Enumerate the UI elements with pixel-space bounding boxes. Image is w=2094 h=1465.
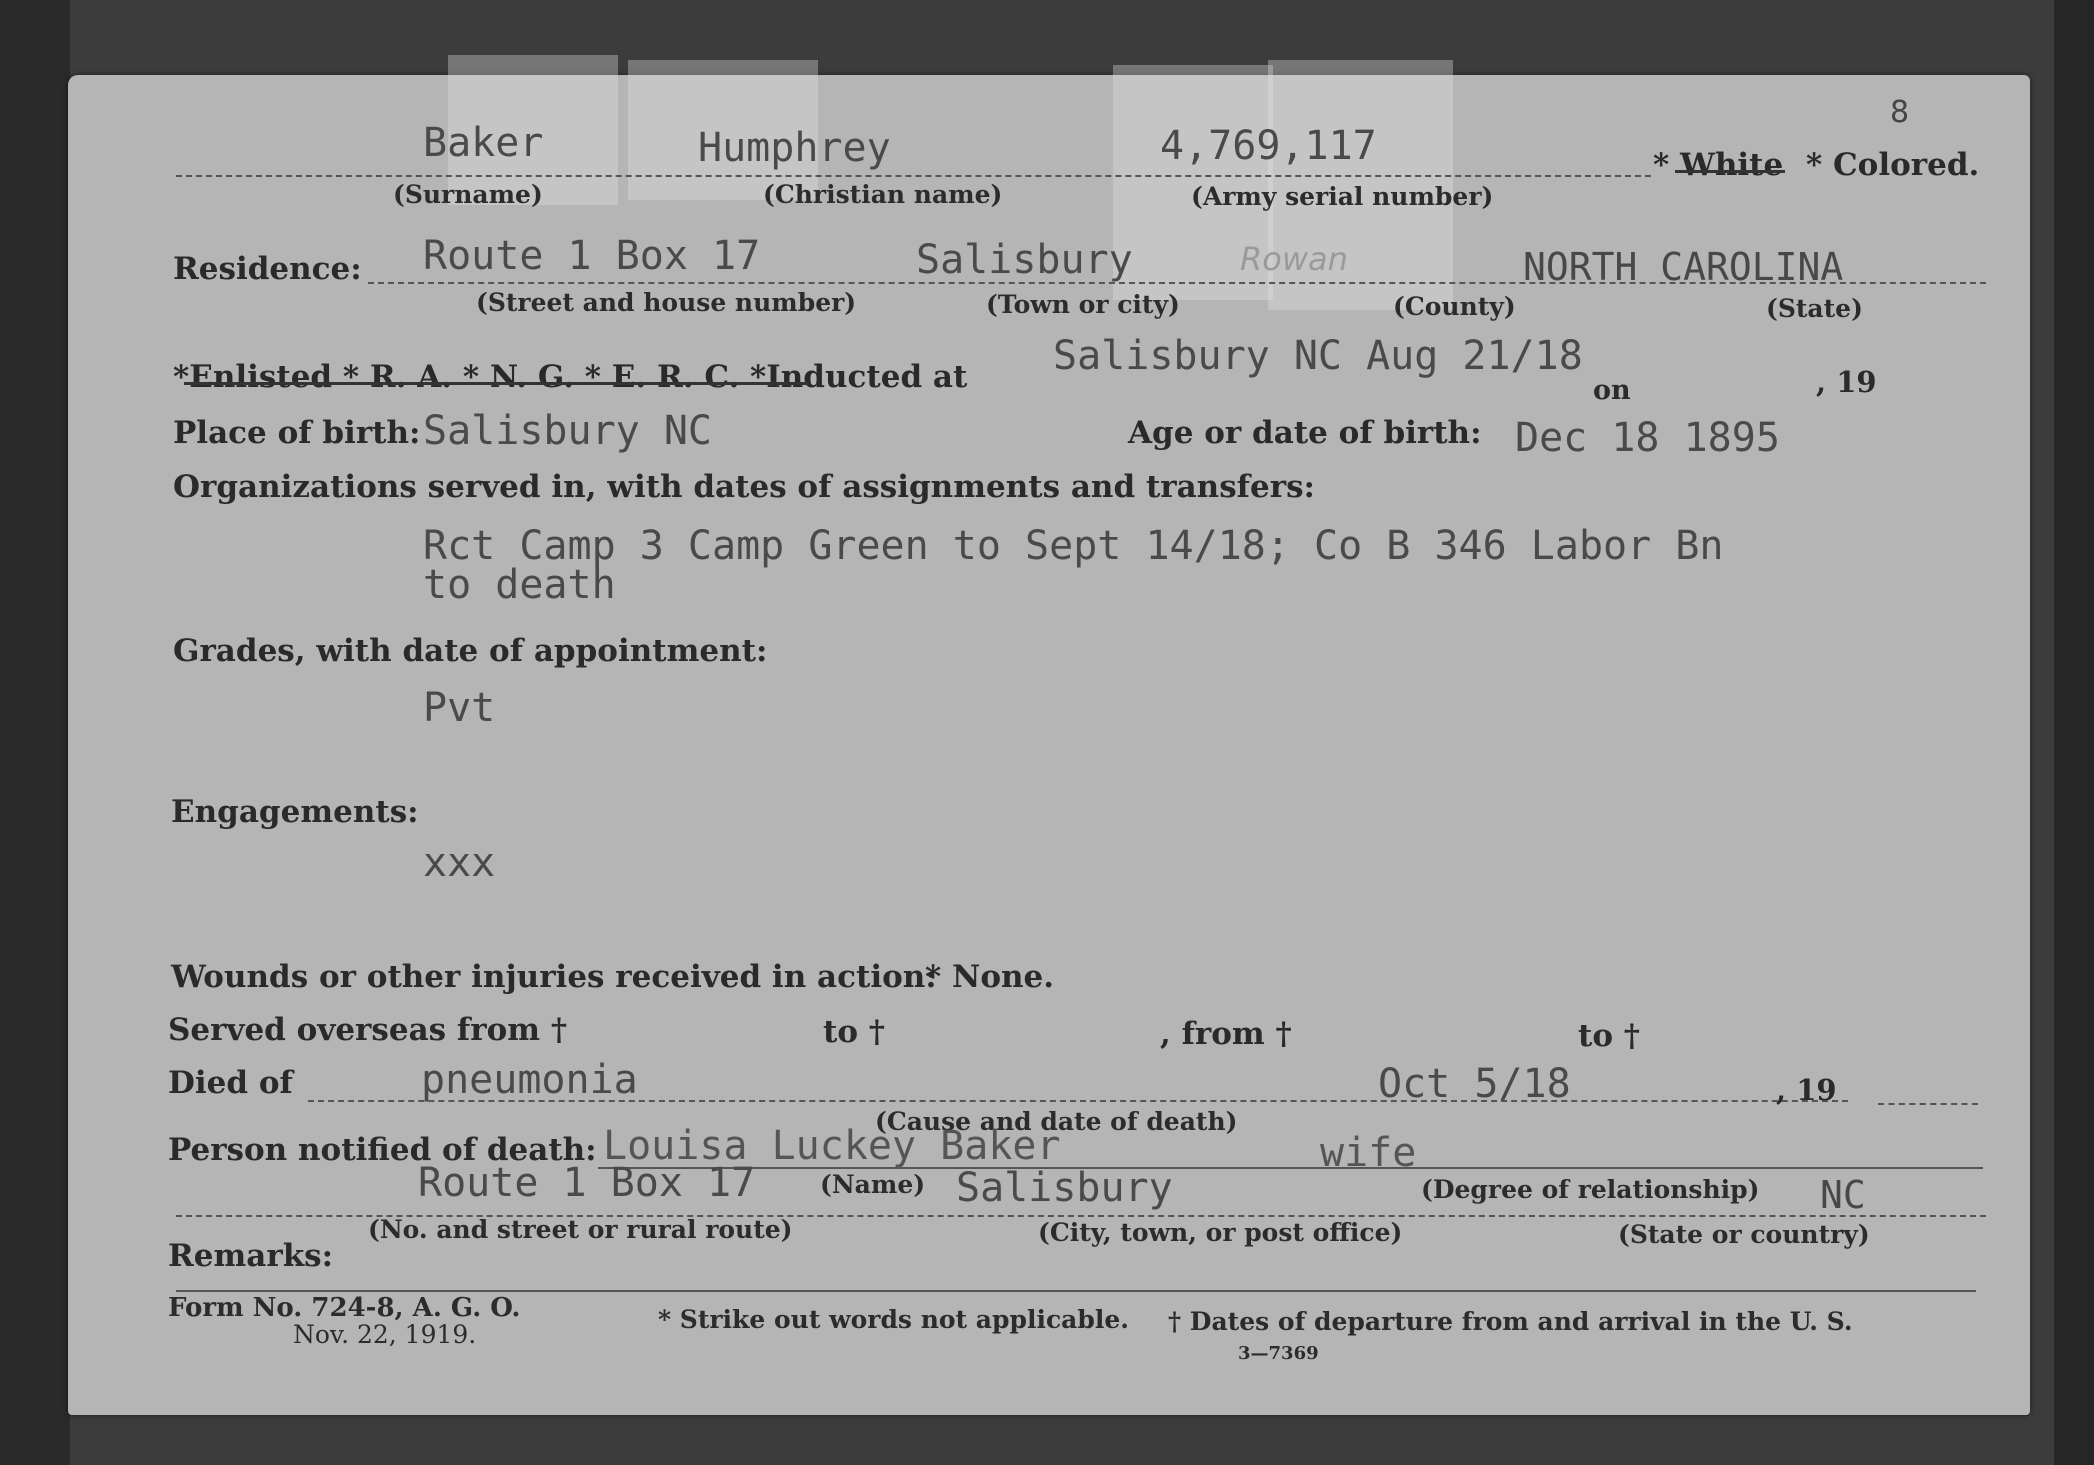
notified-relationship-value: wife: [1320, 1130, 1417, 1176]
notified-name-caption: (Name): [820, 1170, 926, 1199]
form-number: Form No. 724-8, A. G. O.: [168, 1293, 521, 1323]
death-cause-value: pneumonia: [421, 1057, 638, 1103]
death-caption: (Cause and date of death): [875, 1107, 1238, 1136]
overseas-served-label: Served overseas from †: [168, 1012, 568, 1048]
overseas-to-1: to †: [823, 1014, 885, 1050]
induction-strike: [184, 382, 809, 385]
remarks-line: [176, 1290, 1976, 1292]
residence-street-value: Route 1 Box 17: [423, 233, 761, 279]
residence-state-value: NORTH CAROLINA: [1523, 245, 1844, 289]
organizations-line2: to death: [423, 562, 616, 608]
identity-line: [176, 175, 1651, 177]
street-route-caption: (No. and street or rural route): [368, 1215, 793, 1244]
county-caption: (County): [1393, 292, 1516, 321]
serial-number-value: 4,769,117: [1160, 123, 1377, 169]
white-option: * White: [1653, 147, 1784, 183]
corner-mark: 8: [1890, 95, 1910, 130]
notified-state-value: NC: [1820, 1173, 1866, 1217]
remarks-label: Remarks:: [168, 1238, 334, 1274]
grades-label: Grades, with date of appointment:: [173, 633, 768, 669]
service-record-card: [68, 75, 2030, 1415]
scan-background-left: [0, 0, 70, 1465]
engagements-label: Engagements:: [171, 794, 419, 830]
death-date-value: Oct 5/18: [1378, 1061, 1571, 1107]
birth-place-value: Salisbury NC: [423, 408, 712, 454]
print-code: 3—7369: [1238, 1343, 1319, 1364]
induction-label: *Enlisted * R. A. * N. G. * E. R. C. *Inducted at: [173, 359, 968, 395]
form-date: Nov. 22, 1919.: [293, 1320, 477, 1349]
residence-label: Residence:: [173, 251, 362, 287]
grades-value: Pvt: [423, 685, 496, 731]
overseas-from-2: , from †: [1160, 1016, 1292, 1052]
notified-name-value: Louisa Luckey Baker: [603, 1123, 1061, 1169]
state-caption: (State): [1766, 294, 1863, 323]
white-strike: [1675, 170, 1785, 173]
birth-place-label: Place of birth:: [173, 415, 421, 451]
residence-town-value: Salisbury: [916, 237, 1133, 283]
relationship-caption: (Degree of relationship): [1421, 1175, 1760, 1204]
overseas-to-2: to †: [1578, 1018, 1640, 1054]
surname-caption: (Surname): [393, 180, 543, 209]
induction-place-date-value: Salisbury NC Aug 21/18: [1053, 333, 1583, 379]
organizations-label: Organizations served in, with dates of assignments and transfers:: [173, 469, 1315, 505]
wounds-label: Wounds or other injuries received in action:: [171, 959, 937, 995]
serial-number-caption: (Army serial number): [1191, 182, 1494, 211]
induction-on-word: on: [1593, 375, 1631, 406]
notified-city-value: Salisbury: [956, 1165, 1173, 1211]
surname-value: Baker: [423, 120, 544, 166]
city-caption: (City, town, or post office): [1038, 1218, 1403, 1247]
organizations-line1: Rct Camp 3 Camp Green to Sept 14/18; Co B 346 Labor Bn: [423, 523, 1724, 569]
notified-label: Person notified of death:: [168, 1132, 597, 1168]
state-country-caption: (State or country): [1618, 1220, 1870, 1249]
wounds-value: * None.: [925, 959, 1055, 995]
scan-background-right: [2054, 0, 2094, 1465]
death-year-line: [1878, 1103, 1978, 1105]
death-label: Died of: [168, 1065, 293, 1101]
christian-name-caption: (Christian name): [763, 180, 1003, 209]
colored-option: * Colored.: [1806, 147, 1980, 183]
engagements-value: xxx: [423, 840, 496, 886]
dates-note: † Dates of departure from and arrival in the U. S.: [1168, 1307, 1853, 1336]
strike-note: * Strike out words not applicable.: [658, 1305, 1129, 1334]
notified-street-value: Route 1 Box 17: [418, 1160, 756, 1206]
death-year-prefix: , 19: [1776, 1073, 1837, 1107]
christian-name-value: Humphrey: [698, 125, 891, 171]
birth-age-label: Age or date of birth:: [1128, 415, 1482, 451]
induction-year-prefix: , 19: [1816, 365, 1877, 399]
residence-county-value: Rowan: [1240, 240, 1348, 278]
town-caption: (Town or city): [986, 290, 1180, 319]
birth-date-value: Dec 18 1895: [1515, 415, 1780, 461]
street-caption: (Street and house number): [476, 288, 857, 317]
residence-line: [368, 282, 1986, 284]
death-line: [308, 1100, 1848, 1102]
notified-name-line: [598, 1167, 1983, 1169]
